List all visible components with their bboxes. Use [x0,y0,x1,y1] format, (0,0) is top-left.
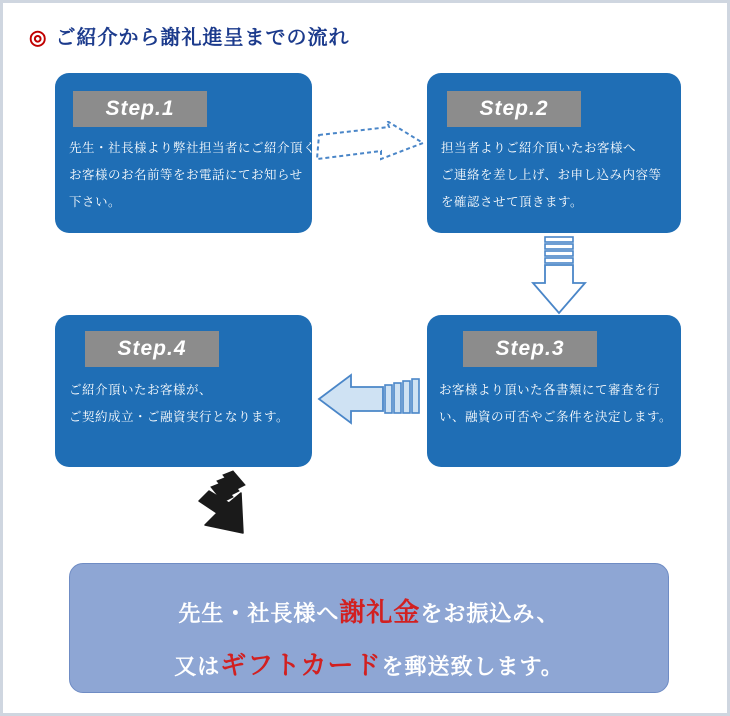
result-line-1-post: をお振込み、 [420,601,560,626]
arrow-step3-to-step4-icon [313,371,429,427]
result-line-2 [70,645,668,682]
step-2-text [441,135,679,216]
result-line-2-highlight: ギフトカード [220,650,382,680]
step-4-box [55,315,312,467]
step-1-line-2: お客様のお名前等をお電話にてお知らせ [69,168,303,182]
arrow-step4-to-result-icon [189,469,271,559]
result-line-2-pre: 又は [174,654,221,679]
step-1-label: Step.1 [73,91,207,127]
step-2-box [427,73,681,233]
step-2-line-2: ご連絡を差し上げ、お申し込み内容等 [441,168,662,182]
step-3-text [439,377,679,431]
step-3-label: Step.3 [463,331,597,367]
title-mark-icon: ◎ [29,27,48,49]
step-3-box [427,315,681,467]
result-line-1-highlight: 謝礼金 [339,597,421,627]
page-title [29,21,349,50]
step-4-text [69,377,309,431]
result-box [69,563,669,693]
step-1-box [55,73,317,233]
step-4-line-1: ご紹介頂いたお客様が、 [69,383,213,397]
step-1-line-1: 先生・社長様より弊社担当者にご紹介頂く [69,141,317,155]
step-3-line-2: い、融資の可否やご条件を決定します。 [439,410,673,424]
step-2-label: Step.2 [447,91,581,127]
arrow-step2-to-step3-icon [529,235,589,317]
result-line-1-pre: 先生・社長様へ [178,601,340,626]
result-line-1 [70,592,668,629]
step-1-line-3: 下さい。 [69,195,122,209]
page-title-text: ご紹介から謝礼進呈までの流れ [55,27,350,49]
step-1-text [69,135,317,216]
step-3-line-1: お客様より頂いた各書類にて審査を行 [439,383,661,397]
step-4-label: Step.4 [85,331,219,367]
step-2-line-1: 担当者よりご紹介頂いたお客様へ [441,141,637,155]
arrow-step1-to-step2-icon [315,121,427,181]
step-4-line-2: ご契約成立・ご融資実行となります。 [69,410,290,424]
step-2-line-3: を確認させて頂きます。 [441,195,584,209]
result-line-2-post: を郵送致します。 [381,654,564,679]
